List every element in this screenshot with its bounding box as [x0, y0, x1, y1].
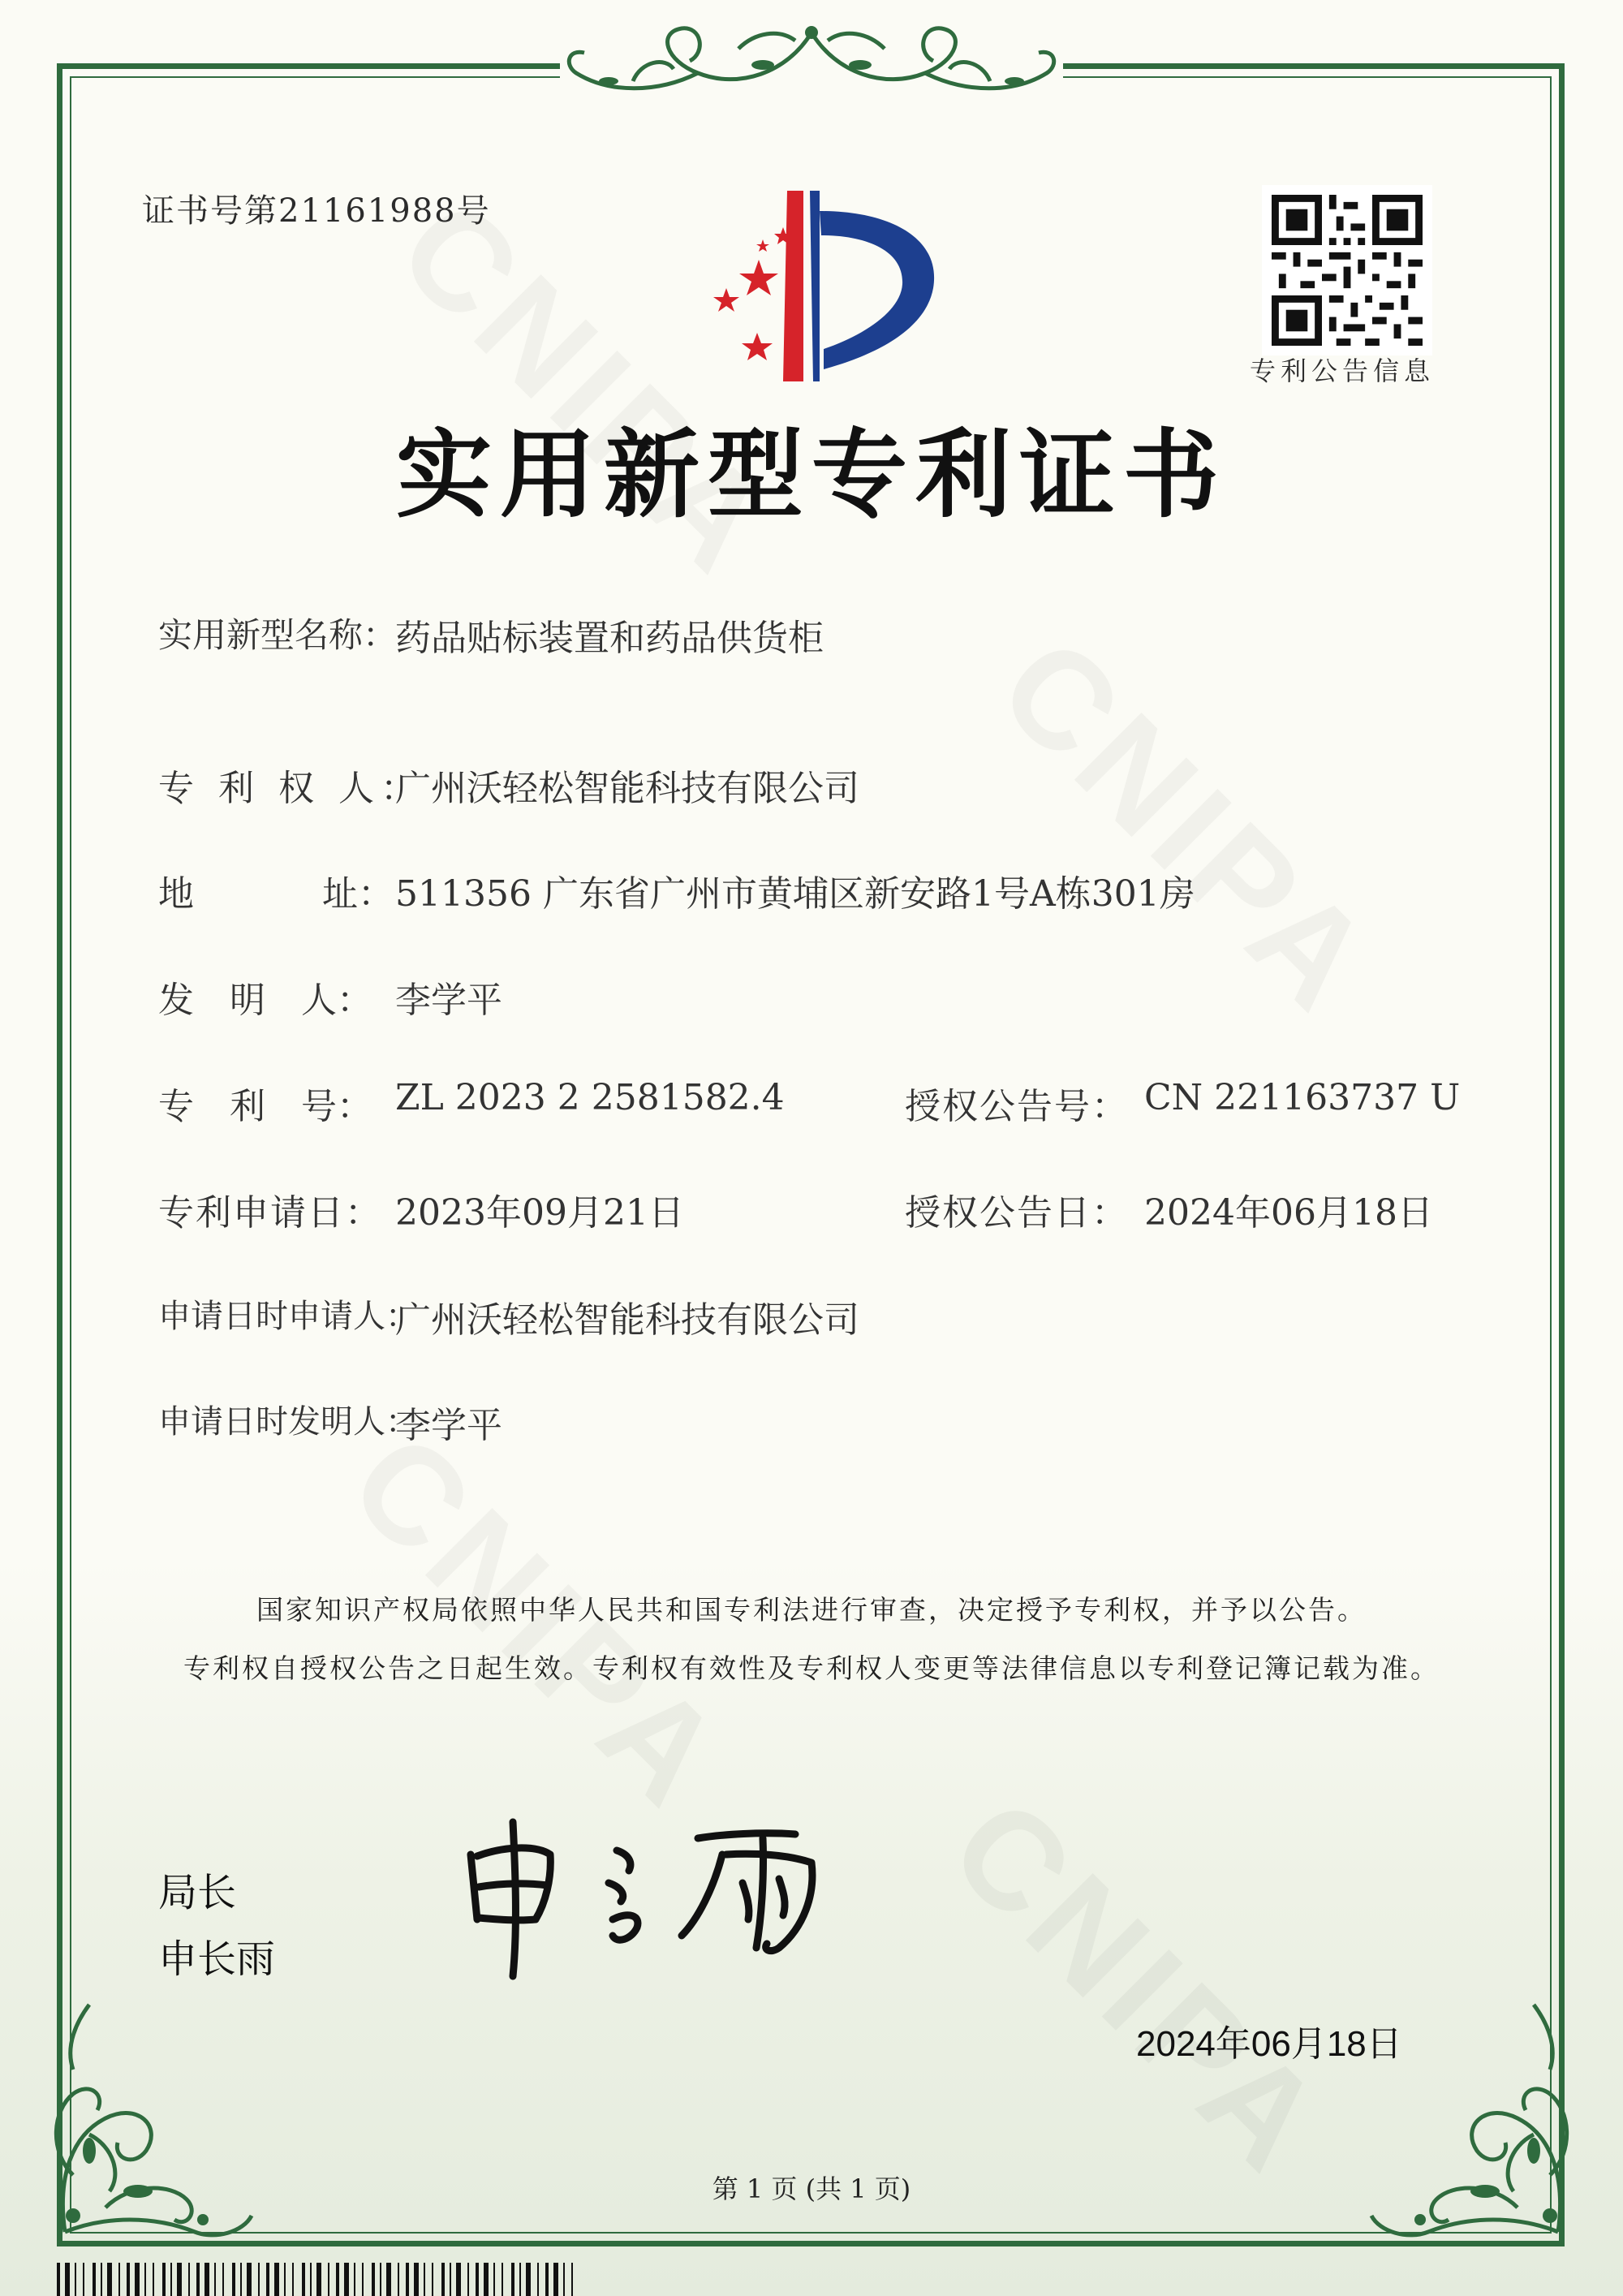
qr-code-icon[interactable] [1262, 185, 1432, 355]
director-title: 局长 [158, 1870, 237, 1915]
notice-line-1: 国家知识产权局依照中华人民共和国专利法进行审查，决定授予专利权，并予以公告。 [256, 1594, 1367, 1626]
qr-caption: 专利公告信息 [1250, 355, 1436, 386]
patentee-label: 专 利 权 人： [158, 768, 423, 809]
address-label-end: 址： [322, 873, 394, 915]
signing-date: 2024年06月18日 [1136, 2024, 1402, 2064]
inventor-label: 发 明 人： [158, 980, 372, 1021]
notice-line-2: 专利权自授权公告之日起生效。专利权有效性及专利权人变更等法律信息以专利登记簿记载为准。 [183, 1652, 1440, 1684]
filing-date-value: 2023年09月21日 [395, 1192, 684, 1234]
patent-number-value: ZL 2023 2 2581582.4 [395, 1077, 785, 1118]
inventor-value: 李学平 [395, 980, 502, 1021]
inventor-at-filing-label: 申请日时发明人： [158, 1403, 418, 1441]
applicant-at-filing-label: 申请日时申请人： [158, 1298, 418, 1335]
publication-number-label: 授权公告号： [905, 1086, 1129, 1127]
director-name: 申长雨 [158, 1936, 276, 1982]
address-value: 511356 广东省广州市黄埔区新安路1号A栋301房 [395, 873, 1195, 915]
utility-model-name-value: 药品贴标装置和药品供货柜 [395, 618, 824, 659]
publication-date-value: 2024年06月18日 [1144, 1192, 1433, 1234]
inventor-at-filing-value: 李学平 [395, 1405, 502, 1446]
certificate-title: 实用新型专利证书 [395, 418, 1227, 531]
filing-date-label: 专利申请日： [158, 1192, 382, 1234]
applicant-at-filing-value: 广州沃轻松智能科技有限公司 [395, 1299, 859, 1341]
barcode-icon [57, 2263, 584, 2296]
page-number: 第 1 页 (共 1 页) [712, 2173, 911, 2204]
address-label-start: 地 [158, 873, 194, 915]
patentee-value: 广州沃轻松智能科技有限公司 [395, 768, 859, 809]
certificate-number: 证书号第21161988号 [142, 192, 491, 230]
publication-number-value: CN 221163737 U [1144, 1077, 1461, 1118]
top-ornament-icon [560, 16, 1063, 106]
cnipa-logo-icon [682, 183, 949, 386]
director-signature-icon [454, 1806, 844, 1992]
patent-number-label: 专 利 号： [158, 1086, 372, 1127]
publication-date-label: 授权公告日： [905, 1192, 1129, 1234]
utility-model-name-label: 实用新型名称： [158, 615, 398, 655]
